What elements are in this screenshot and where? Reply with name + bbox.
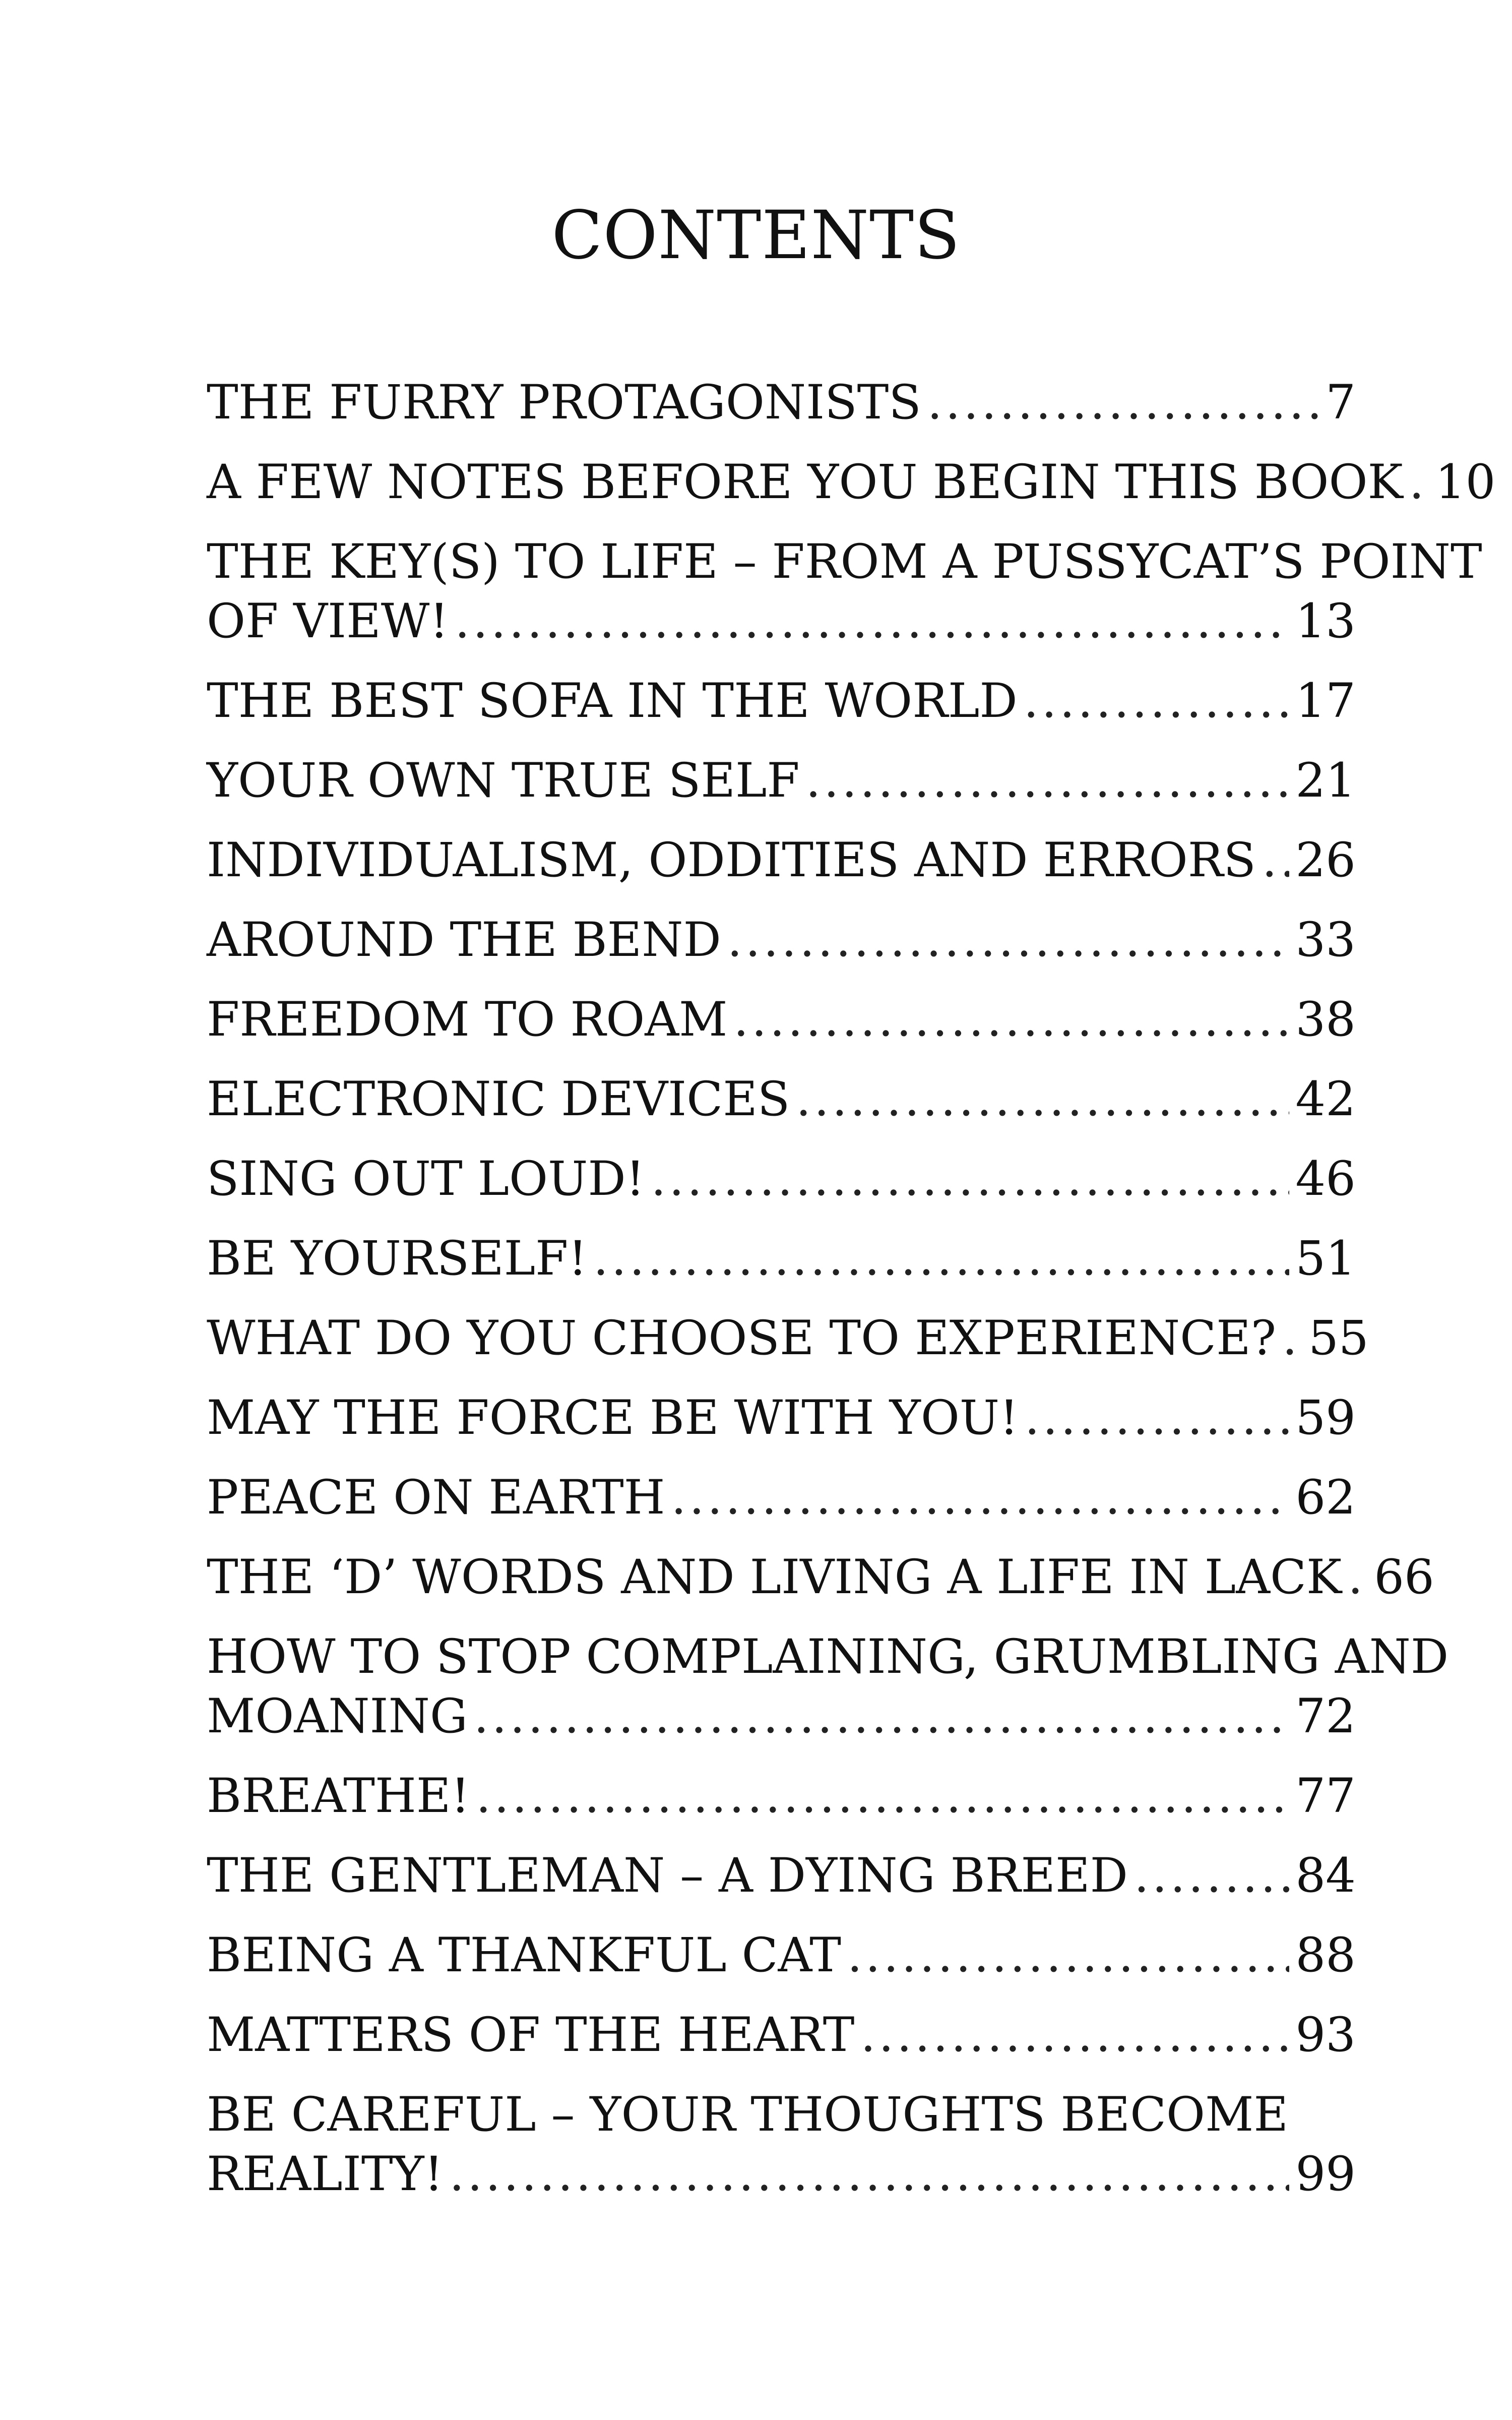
toc-entry-title: THE GENTLEMAN – A DYING BREED <box>207 1848 1128 1903</box>
dot-leader <box>474 1687 1289 1746</box>
toc-entry-line <box>207 373 1356 433</box>
toc-entry-line <box>207 751 1356 811</box>
toc-entry <box>207 672 1356 731</box>
dot-leader <box>1409 453 1429 512</box>
toc-entry <box>207 1627 1449 1746</box>
toc-entry <box>207 1388 1356 1448</box>
toc-entry-page: 51 <box>1295 1231 1356 1286</box>
toc-entry <box>207 1229 1356 1289</box>
toc-entry-title: MOANING <box>207 1689 468 1744</box>
dot-leader <box>476 1767 1289 1826</box>
dot-leader <box>860 2006 1289 2065</box>
toc-entry <box>207 1070 1356 1129</box>
toc-entry-title: THE ‘D’ WORDS AND LIVING A LIFE IN LACK <box>207 1550 1342 1605</box>
toc-entry-page: 88 <box>1295 1928 1356 1983</box>
toc-entry-title: THE BEST SOFA IN THE WORLD <box>207 674 1018 729</box>
toc-entry-title: ELECTRONIC DEVICES <box>207 1072 790 1127</box>
toc-entry-line <box>207 1388 1356 1448</box>
toc-entry-page: 46 <box>1295 1152 1356 1206</box>
dot-leader <box>1262 831 1290 890</box>
toc-entry-page: 62 <box>1295 1470 1356 1525</box>
toc-entry-title: WHAT DO YOU CHOOSE TO EXPERIENCE? <box>207 1311 1277 1366</box>
toc-entry-page: 33 <box>1295 913 1356 967</box>
toc-entry <box>207 1309 1369 1368</box>
toc-entry-title: BE YOURSELF! <box>207 1231 588 1286</box>
toc-entry <box>207 532 1482 651</box>
toc-entry <box>207 1846 1356 1906</box>
toc-entry-title-first-line: THE KEY(S) TO LIFE – FROM A PUSSYCAT’S POINT <box>207 534 1482 589</box>
toc-entry-line <box>207 672 1356 731</box>
toc-entry-page: 77 <box>1295 1769 1356 1824</box>
toc-entry-line <box>207 453 1496 512</box>
toc-entry-page: 13 <box>1295 594 1356 649</box>
toc-entry <box>207 2006 1356 2065</box>
toc-entry-page: 26 <box>1295 833 1356 888</box>
toc-entry-title: REALITY! <box>207 2147 444 2202</box>
toc-entry-line <box>207 831 1356 890</box>
toc-entry-title: BEING A THANKFUL CAT <box>207 1928 841 1983</box>
toc-entry-title: MAY THE FORCE BE WITH YOU! <box>207 1390 1019 1445</box>
toc-entry <box>207 453 1496 512</box>
toc-entry-title: THE FURRY PROTAGONISTS <box>207 375 921 430</box>
toc-entry-title: INDIVIDUALISM, ODDITIES AND ERRORS <box>207 833 1256 888</box>
toc-entry <box>207 1767 1356 1826</box>
dot-leader <box>1024 672 1290 731</box>
toc-entry-line <box>207 1846 1356 1906</box>
toc-entry <box>207 373 1356 433</box>
toc-entry-title: PEACE ON EARTH <box>207 1470 665 1525</box>
toc-entry-line <box>207 2145 1356 2204</box>
dot-leader <box>1282 1309 1302 1368</box>
dot-leader <box>593 1229 1289 1289</box>
toc-entry-page: 66 <box>1374 1550 1434 1605</box>
toc-entry <box>207 751 1356 811</box>
toc-entry-line <box>207 1548 1434 1607</box>
toc-entry <box>207 1548 1434 1607</box>
toc-entry <box>207 1926 1356 1985</box>
toc-entry-title: MATTERS OF THE HEART <box>207 2008 855 2063</box>
toc-entry-page: 93 <box>1295 2008 1356 2063</box>
toc-entry-line <box>207 2006 1356 2065</box>
toc-entry-title-first-line: HOW TO STOP COMPLAINING, GRUMBLING AND <box>207 1629 1449 1684</box>
dot-leader <box>1025 1388 1289 1448</box>
toc-entry-title: FREEDOM TO ROAM <box>207 992 728 1047</box>
dot-leader <box>449 2145 1289 2204</box>
toc-entry-line <box>207 990 1356 1050</box>
dot-leader <box>455 592 1289 651</box>
toc-entry-title-first-line: BE CAREFUL – YOUR THOUGHTS BECOME <box>207 2087 1288 2142</box>
toc-entry-line <box>207 1468 1356 1528</box>
toc-entry-page: 84 <box>1295 1848 1356 1903</box>
dot-leader <box>927 373 1319 433</box>
toc-entry-line <box>207 1229 1356 1289</box>
toc-entry-page: 55 <box>1308 1311 1369 1366</box>
toc-entry-title: OF VIEW! <box>207 594 449 649</box>
toc-entry-page: 59 <box>1295 1390 1356 1445</box>
toc-entry <box>207 990 1356 1050</box>
table-of-contents <box>207 373 1496 2224</box>
toc-entry <box>207 1468 1356 1528</box>
toc-entry-line <box>207 1150 1356 1209</box>
dot-leader <box>1134 1846 1289 1906</box>
dot-leader <box>1348 1548 1368 1607</box>
toc-entry-page: 38 <box>1295 992 1356 1047</box>
toc-entry <box>207 911 1356 970</box>
dot-leader <box>651 1150 1289 1209</box>
dot-leader <box>847 1926 1289 1985</box>
toc-entry-line <box>207 1767 1356 1826</box>
toc-entry-line <box>207 1687 1356 1746</box>
toc-entry-page: 10 <box>1435 455 1496 510</box>
toc-entry-line <box>207 1309 1369 1368</box>
dot-leader <box>733 990 1289 1050</box>
toc-entry-title: AROUND THE BEND <box>207 913 721 967</box>
toc-entry <box>207 1150 1356 1209</box>
toc-entry-title: BREATHE! <box>207 1769 470 1824</box>
toc-entry-title: YOUR OWN TRUE SELF <box>207 753 800 808</box>
toc-entry <box>207 2085 1356 2204</box>
toc-entry <box>207 831 1356 890</box>
toc-entry-title: A FEW NOTES BEFORE YOU BEGIN THIS BOOK <box>207 455 1403 510</box>
contents-heading: CONTENTS <box>551 197 961 274</box>
dot-leader <box>806 751 1290 811</box>
toc-entry-line <box>207 592 1356 651</box>
dot-leader <box>727 911 1289 970</box>
dot-leader <box>671 1468 1290 1528</box>
toc-entry-page: 42 <box>1295 1072 1356 1127</box>
toc-entry-page: 99 <box>1295 2147 1356 2202</box>
toc-entry-line <box>207 911 1356 970</box>
toc-entry-page: 7 <box>1326 375 1356 430</box>
toc-entry-line <box>207 1070 1356 1129</box>
toc-entry-page: 72 <box>1295 1689 1356 1744</box>
toc-entry-line <box>207 1926 1356 1985</box>
dot-leader <box>796 1070 1289 1129</box>
toc-entry-page: 17 <box>1295 674 1356 729</box>
toc-entry-page: 21 <box>1295 753 1356 808</box>
toc-entry-title: SING OUT LOUD! <box>207 1152 645 1206</box>
